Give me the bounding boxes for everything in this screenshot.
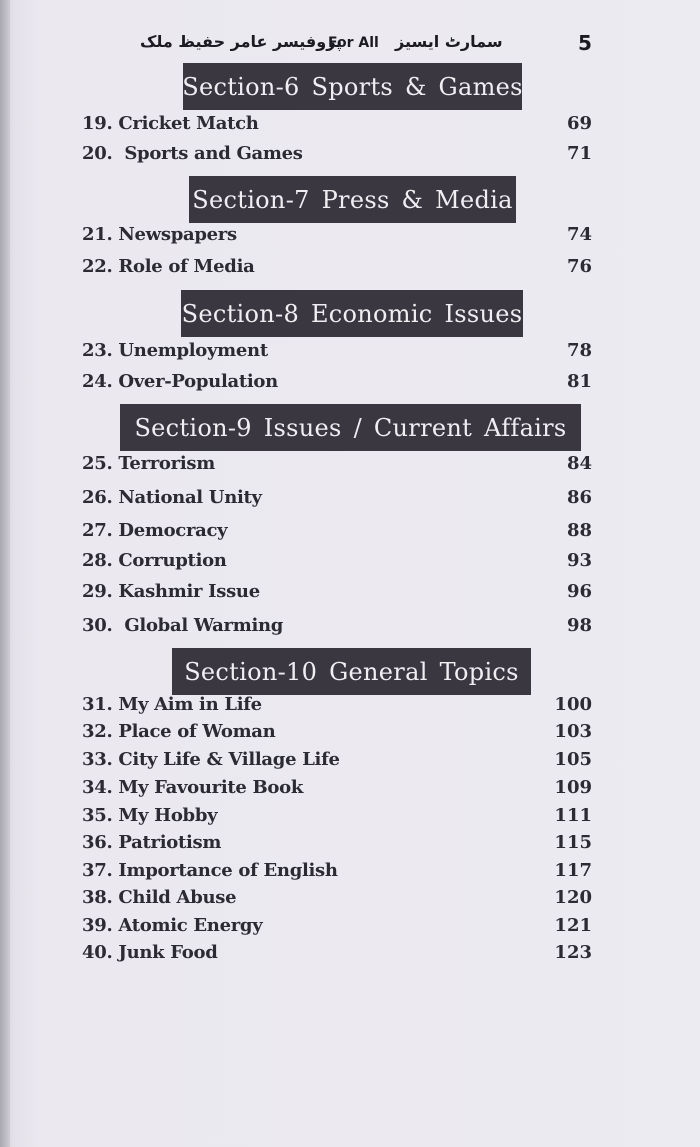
- entry-page: 71: [566, 143, 592, 164]
- entry-title: 30. Global Warming: [82, 615, 284, 636]
- entry-title: 21. Newspapers: [82, 224, 237, 245]
- section-heading-6: Section-6 Sports & Games: [183, 63, 522, 110]
- entry-page: 121: [554, 915, 592, 936]
- entry-page: 78: [566, 340, 592, 361]
- series-label: For All: [328, 35, 379, 51]
- toc-entry: [82, 340, 592, 366]
- section-heading-9: Section-9 Issues / Current Affairs: [120, 404, 581, 451]
- toc-entry: [82, 694, 592, 720]
- entry-title: 31. My Aim in Life: [82, 694, 262, 715]
- entry-title: 37. Importance of English: [82, 860, 338, 881]
- entry-title: 25. Terrorism: [82, 453, 215, 474]
- toc-entry: [82, 520, 592, 546]
- toc-entry: [82, 805, 592, 831]
- toc-entry: [82, 749, 592, 775]
- toc-entry: [82, 256, 592, 282]
- entry-title: 23. Unemployment: [82, 340, 268, 361]
- entry-page: 69: [566, 113, 592, 134]
- toc-entry: [82, 942, 592, 968]
- entry-page: 74: [566, 224, 592, 245]
- entry-page: 115: [554, 832, 592, 853]
- entry-page: 103: [554, 721, 592, 742]
- entry-page: 105: [554, 749, 592, 770]
- page-binding-shadow: [0, 0, 10, 1147]
- toc-entry: [82, 721, 592, 747]
- toc-entry: [82, 860, 592, 886]
- toc-entry: [82, 224, 592, 250]
- running-head: [0, 28, 700, 58]
- section-heading-10: Section-10 General Topics: [172, 648, 531, 695]
- entry-page: 98: [566, 615, 592, 636]
- entry-title: 26. National Unity: [82, 487, 262, 508]
- entry-page: 100: [554, 694, 592, 715]
- toc-entry: [82, 615, 592, 641]
- entry-title: 39. Atomic Energy: [82, 915, 263, 936]
- toc-entry: [82, 550, 592, 576]
- toc-entry: [82, 143, 592, 169]
- entry-title: 20. Sports and Games: [82, 143, 303, 164]
- entry-title: 24. Over-Population: [82, 371, 278, 392]
- toc-entry: [82, 832, 592, 858]
- entry-page: 120: [554, 887, 592, 908]
- entry-page: 88: [566, 520, 592, 541]
- entry-page: 123: [554, 942, 592, 963]
- entry-title: 22. Role of Media: [82, 256, 255, 277]
- toc-entry: [82, 113, 592, 139]
- entry-page: 111: [554, 805, 592, 826]
- page-number: 5: [578, 31, 592, 55]
- toc-entry: [82, 453, 592, 479]
- entry-title: 27. Democracy: [82, 520, 228, 541]
- toc-entry: [82, 887, 592, 913]
- toc-entry: [82, 777, 592, 803]
- book-title: سمارٹ ایسیز: [395, 32, 503, 51]
- entry-title: 38. Child Abuse: [82, 887, 237, 908]
- entry-page: 86: [566, 487, 592, 508]
- entry-page: 76: [566, 256, 592, 277]
- section-heading-8: Section-8 Economic Issues: [181, 290, 523, 337]
- toc-entry: [82, 581, 592, 607]
- entry-page: 96: [566, 581, 592, 602]
- entry-title: 35. My Hobby: [82, 805, 218, 826]
- entry-title: 32. Place of Woman: [82, 721, 276, 742]
- author-name: پروفیسر عامر حفیظ ملک: [140, 32, 343, 51]
- entry-page: 117: [554, 860, 592, 881]
- toc-entry: [82, 487, 592, 513]
- entry-title: 34. My Favourite Book: [82, 777, 303, 798]
- entry-title: 36. Patriotism: [82, 832, 222, 853]
- section-heading-7: Section-7 Press & Media: [189, 176, 516, 223]
- entry-title: 40. Junk Food: [82, 942, 218, 963]
- toc-entry: [82, 371, 592, 397]
- entry-title: 28. Corruption: [82, 550, 227, 571]
- toc-entry: [82, 915, 592, 941]
- entry-page: 93: [566, 550, 592, 571]
- entry-title: 29. Kashmir Issue: [82, 581, 260, 602]
- entry-title: 33. City Life & Village Life: [82, 749, 340, 770]
- entry-title: 19. Cricket Match: [82, 113, 259, 134]
- entry-page: 109: [554, 777, 592, 798]
- entry-page: 81: [566, 371, 592, 392]
- entry-page: 84: [566, 453, 592, 474]
